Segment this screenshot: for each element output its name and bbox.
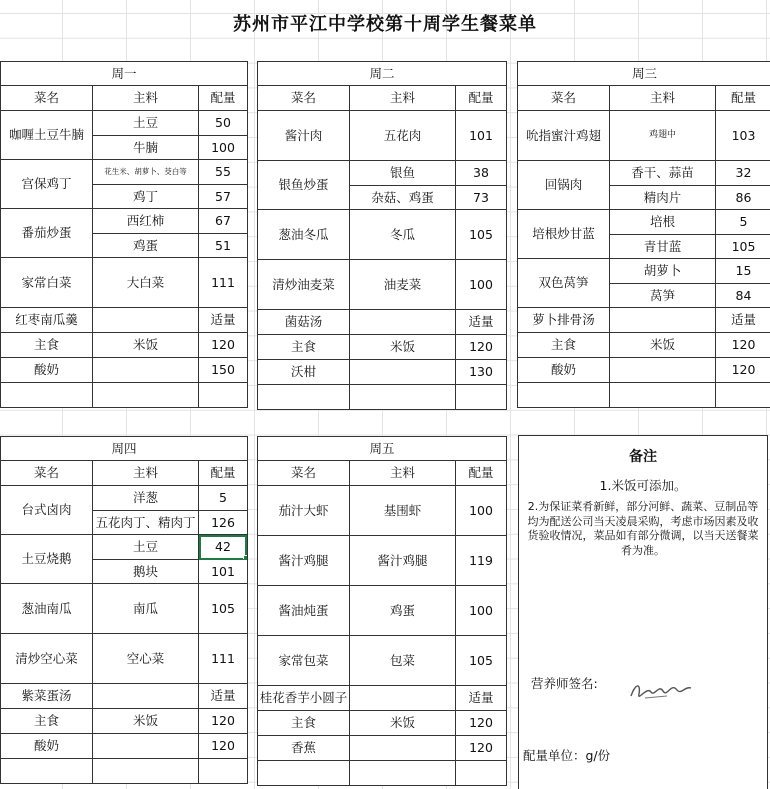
dish-cell[interactable]: 酸奶: [518, 358, 610, 383]
dish-cell[interactable]: 清炒油麦菜: [258, 260, 350, 310]
ingredient-cell[interactable]: 青甘蓝: [610, 235, 716, 259]
portion-cell[interactable]: 120: [456, 711, 506, 736]
ingredient-cell[interactable]: 米饭: [610, 333, 716, 358]
empty-cell[interactable]: [350, 385, 456, 409]
empty-cell[interactable]: [199, 759, 247, 783]
menu-table-fri: [257, 436, 507, 786]
dish-cell[interactable]: 主食: [1, 709, 93, 734]
dish-cell[interactable]: 红枣南瓜羹: [1, 308, 93, 333]
portion-cell[interactable]: 5: [199, 486, 247, 511]
empty-cell[interactable]: [350, 761, 456, 785]
portion-cell[interactable]: 55: [199, 160, 247, 185]
ingredient-cell[interactable]: 酱汁鸡腿: [350, 536, 456, 586]
empty-cell[interactable]: [199, 383, 247, 407]
portion-cell[interactable]: 105: [716, 235, 770, 259]
notes-panel: [518, 435, 768, 789]
dish-cell[interactable]: 酸奶: [1, 358, 93, 383]
dish-cell[interactable]: 菌菇汤: [258, 310, 350, 335]
dish-cell[interactable]: 吮指蜜汁鸡翅: [518, 111, 610, 161]
portion-cell[interactable]: 50: [199, 111, 247, 136]
dish-cell[interactable]: 回锅肉: [518, 161, 610, 210]
portion-cell[interactable]: 101: [456, 111, 506, 161]
portion-cell[interactable]: 120: [716, 333, 770, 358]
dish-cell[interactable]: 番茄炒蛋: [1, 209, 93, 258]
ingredient-cell[interactable]: [93, 308, 199, 333]
ingredient-cell[interactable]: 香干、蒜苗: [610, 161, 716, 186]
ingredient-cell[interactable]: 鸡翅中: [610, 111, 716, 161]
ingredient-cell[interactable]: 油麦菜: [350, 260, 456, 310]
dish-cell[interactable]: 茄汁大虾: [258, 486, 350, 536]
dish-cell[interactable]: 酱油炖蛋: [258, 586, 350, 636]
portion-cell[interactable]: 120: [456, 736, 506, 761]
ingredient-cell[interactable]: 五花肉: [350, 111, 456, 161]
portion-cell[interactable]: 120: [199, 333, 247, 358]
dish-cell[interactable]: 家常包菜: [258, 636, 350, 686]
empty-cell[interactable]: [456, 761, 506, 785]
dish-cell[interactable]: 酱汁肉: [258, 111, 350, 161]
col-header-portion[interactable]: 配量: [199, 86, 247, 111]
ingredient-cell[interactable]: 空心菜: [93, 634, 199, 684]
notes-line-1: 1.米饭可添加。: [599, 478, 687, 493]
portion-cell[interactable]: 32: [716, 161, 770, 186]
dish-cell[interactable]: 萝卜排骨汤: [518, 308, 610, 333]
portion-cell[interactable]: 111: [199, 258, 247, 308]
ingredient-cell[interactable]: 西红柿: [93, 209, 199, 234]
empty-cell[interactable]: [258, 761, 350, 785]
ingredient-cell[interactable]: [350, 686, 456, 711]
portion-cell[interactable]: 73: [456, 186, 506, 210]
portion-cell[interactable]: 120: [199, 734, 247, 759]
portion-cell[interactable]: 120: [456, 335, 506, 360]
portion-cell[interactable]: 适量: [456, 310, 506, 335]
col-header-dish[interactable]: 菜名: [1, 86, 93, 111]
col-header-ingredient[interactable]: 主料: [350, 86, 456, 111]
notes-line-2: 2.为保证菜肴新鲜，部分河鲜、蔬菜、豆制品等均为配送公司当天凌晨采购，考虑市场因素及收货验收情况，菜品如有部分微调，以当天送餐菜肴为准。: [527, 500, 759, 557]
portion-cell[interactable]: 100: [456, 486, 506, 536]
col-header-ingredient[interactable]: 主料: [610, 86, 716, 111]
portion-cell[interactable]: 51: [199, 234, 247, 258]
portion-cell[interactable]: 42: [199, 535, 247, 560]
col-header-dish[interactable]: 菜名: [258, 86, 350, 111]
portion-cell[interactable]: 105: [456, 210, 506, 260]
dish-cell[interactable]: 宫保鸡丁: [1, 160, 93, 209]
portion-cell[interactable]: 38: [456, 161, 506, 186]
ingredient-cell[interactable]: 胡萝卜: [610, 259, 716, 284]
dish-cell[interactable]: 酱汁鸡腿: [258, 536, 350, 586]
col-header-ingredient[interactable]: 主料: [350, 461, 456, 486]
dish-cell[interactable]: 清炒空心菜: [1, 634, 93, 684]
day-header-thu[interactable]: 周四: [1, 437, 247, 461]
page-title: 苏州市平江中学校第十周学生餐菜单: [233, 14, 537, 35]
col-header-portion[interactable]: 配量: [456, 86, 506, 111]
portion-cell[interactable]: 适量: [199, 684, 247, 709]
portion-cell[interactable]: 120: [199, 709, 247, 734]
empty-cell[interactable]: [518, 383, 610, 407]
dish-cell[interactable]: 酸奶: [1, 734, 93, 759]
notes-title: 备注: [629, 449, 657, 465]
dish-cell[interactable]: 土豆烧鹅: [1, 535, 93, 584]
ingredient-cell[interactable]: [93, 684, 199, 709]
ingredient-cell[interactable]: 土豆: [93, 535, 199, 560]
empty-cell[interactable]: [258, 385, 350, 409]
ingredient-cell[interactable]: 花生米、胡萝卜、茭白等: [93, 160, 199, 185]
dish-cell[interactable]: 主食: [518, 333, 610, 358]
portion-cell[interactable]: 适量: [199, 308, 247, 333]
signature-label: 营养师签名:: [531, 676, 598, 691]
ingredient-cell[interactable]: 米饭: [350, 335, 456, 360]
portion-cell[interactable]: 适量: [456, 686, 506, 711]
dish-cell[interactable]: 葱油冬瓜: [258, 210, 350, 260]
ingredient-cell[interactable]: 牛腩: [93, 136, 199, 160]
col-header-portion[interactable]: 配量: [716, 86, 770, 111]
menu-table-mon: [0, 61, 248, 408]
col-header-portion[interactable]: 配量: [456, 461, 506, 486]
empty-cell[interactable]: [610, 383, 716, 407]
portion-cell[interactable]: 100: [456, 586, 506, 636]
day-header-wed[interactable]: 周三: [518, 62, 770, 86]
signature-scribble: [627, 676, 697, 706]
ingredient-cell[interactable]: 冬瓜: [350, 210, 456, 260]
portion-cell[interactable]: 适量: [716, 308, 770, 333]
unit-label: 配量单位：g/份: [523, 748, 611, 763]
portion-cell[interactable]: 103: [716, 111, 770, 161]
menu-table-tue: [257, 61, 507, 410]
ingredient-cell[interactable]: 土豆: [93, 111, 199, 136]
ingredient-cell[interactable]: 包菜: [350, 636, 456, 686]
portion-cell[interactable]: 101: [199, 560, 247, 584]
dish-cell[interactable]: 培根炒甘蓝: [518, 210, 610, 259]
ingredient-cell[interactable]: 米饭: [93, 709, 199, 734]
ingredient-cell[interactable]: 鸡蛋: [350, 586, 456, 636]
dish-cell[interactable]: 紫菜蛋汤: [1, 684, 93, 709]
ingredient-cell[interactable]: 培根: [610, 210, 716, 235]
empty-cell[interactable]: [1, 759, 93, 783]
portion-cell[interactable]: 119: [456, 536, 506, 586]
ingredient-cell[interactable]: 洋葱: [93, 486, 199, 511]
col-header-ingredient[interactable]: 主料: [93, 86, 199, 111]
ingredient-cell[interactable]: [350, 736, 456, 761]
col-header-ingredient[interactable]: 主料: [93, 461, 199, 486]
portion-cell[interactable]: 130: [456, 360, 506, 385]
col-header-dish[interactable]: 菜名: [258, 461, 350, 486]
portion-cell[interactable]: 120: [716, 358, 770, 383]
portion-cell[interactable]: 84: [716, 284, 770, 308]
ingredient-cell[interactable]: 银鱼: [350, 161, 456, 186]
dish-cell[interactable]: 台式卤肉: [1, 486, 93, 535]
portion-cell[interactable]: 126: [199, 511, 247, 535]
day-header-tue[interactable]: 周二: [258, 62, 506, 86]
ingredient-cell[interactable]: 米饭: [350, 711, 456, 736]
dish-cell[interactable]: 桂花香芋小圆子: [258, 686, 350, 711]
ingredient-cell[interactable]: [350, 310, 456, 335]
ingredient-cell[interactable]: 鸡蛋: [93, 234, 199, 258]
dish-cell[interactable]: 家常白菜: [1, 258, 93, 308]
portion-cell[interactable]: 15: [716, 259, 770, 284]
portion-cell[interactable]: 57: [199, 185, 247, 209]
menu-table-thu: [0, 436, 248, 784]
ingredient-cell[interactable]: 五花肉丁、精肉丁: [93, 511, 199, 535]
dish-cell[interactable]: 双色莴笋: [518, 259, 610, 308]
empty-cell[interactable]: [456, 385, 506, 409]
ingredient-cell[interactable]: 鸡丁: [93, 185, 199, 209]
menu-table-wed: [517, 61, 770, 408]
portion-cell[interactable]: 105: [456, 636, 506, 686]
day-header-mon[interactable]: 周一: [1, 62, 247, 86]
portion-cell[interactable]: 67: [199, 209, 247, 234]
col-header-dish[interactable]: 菜名: [518, 86, 610, 111]
portion-cell[interactable]: 105: [199, 584, 247, 634]
portion-cell[interactable]: 100: [199, 136, 247, 160]
portion-cell[interactable]: 86: [716, 186, 770, 210]
ingredient-cell[interactable]: 基围虾: [350, 486, 456, 536]
ingredient-cell[interactable]: 鹅块: [93, 560, 199, 584]
ingredient-cell[interactable]: 米饭: [93, 333, 199, 358]
dish-cell[interactable]: 咖喱土豆牛腩: [1, 111, 93, 160]
empty-cell[interactable]: [1, 383, 93, 407]
ingredient-cell[interactable]: [610, 308, 716, 333]
ingredient-cell[interactable]: 杂菇、鸡蛋: [350, 186, 456, 210]
ingredient-cell[interactable]: 南瓜: [93, 584, 199, 634]
empty-cell[interactable]: [93, 383, 199, 407]
dish-cell[interactable]: 主食: [1, 333, 93, 358]
dish-cell[interactable]: 沃柑: [258, 360, 350, 385]
ingredient-cell[interactable]: 莴笋: [610, 284, 716, 308]
dish-cell[interactable]: 香蕉: [258, 736, 350, 761]
dish-cell[interactable]: 主食: [258, 711, 350, 736]
ingredient-cell[interactable]: [93, 734, 199, 759]
portion-cell[interactable]: 5: [716, 210, 770, 235]
portion-cell[interactable]: 150: [199, 358, 247, 383]
portion-cell[interactable]: 111: [199, 634, 247, 684]
dish-cell[interactable]: 葱油南瓜: [1, 584, 93, 634]
ingredient-cell[interactable]: 精肉片: [610, 186, 716, 210]
empty-cell[interactable]: [716, 383, 770, 407]
ingredient-cell[interactable]: 大白菜: [93, 258, 199, 308]
day-header-fri[interactable]: 周五: [258, 437, 506, 461]
dish-cell[interactable]: 主食: [258, 335, 350, 360]
ingredient-cell[interactable]: [93, 358, 199, 383]
ingredient-cell[interactable]: [610, 358, 716, 383]
col-header-dish[interactable]: 菜名: [1, 461, 93, 486]
ingredient-cell[interactable]: [350, 360, 456, 385]
col-header-portion[interactable]: 配量: [199, 461, 247, 486]
portion-cell[interactable]: 100: [456, 260, 506, 310]
empty-cell[interactable]: [93, 759, 199, 783]
dish-cell[interactable]: 银鱼炒蛋: [258, 161, 350, 210]
